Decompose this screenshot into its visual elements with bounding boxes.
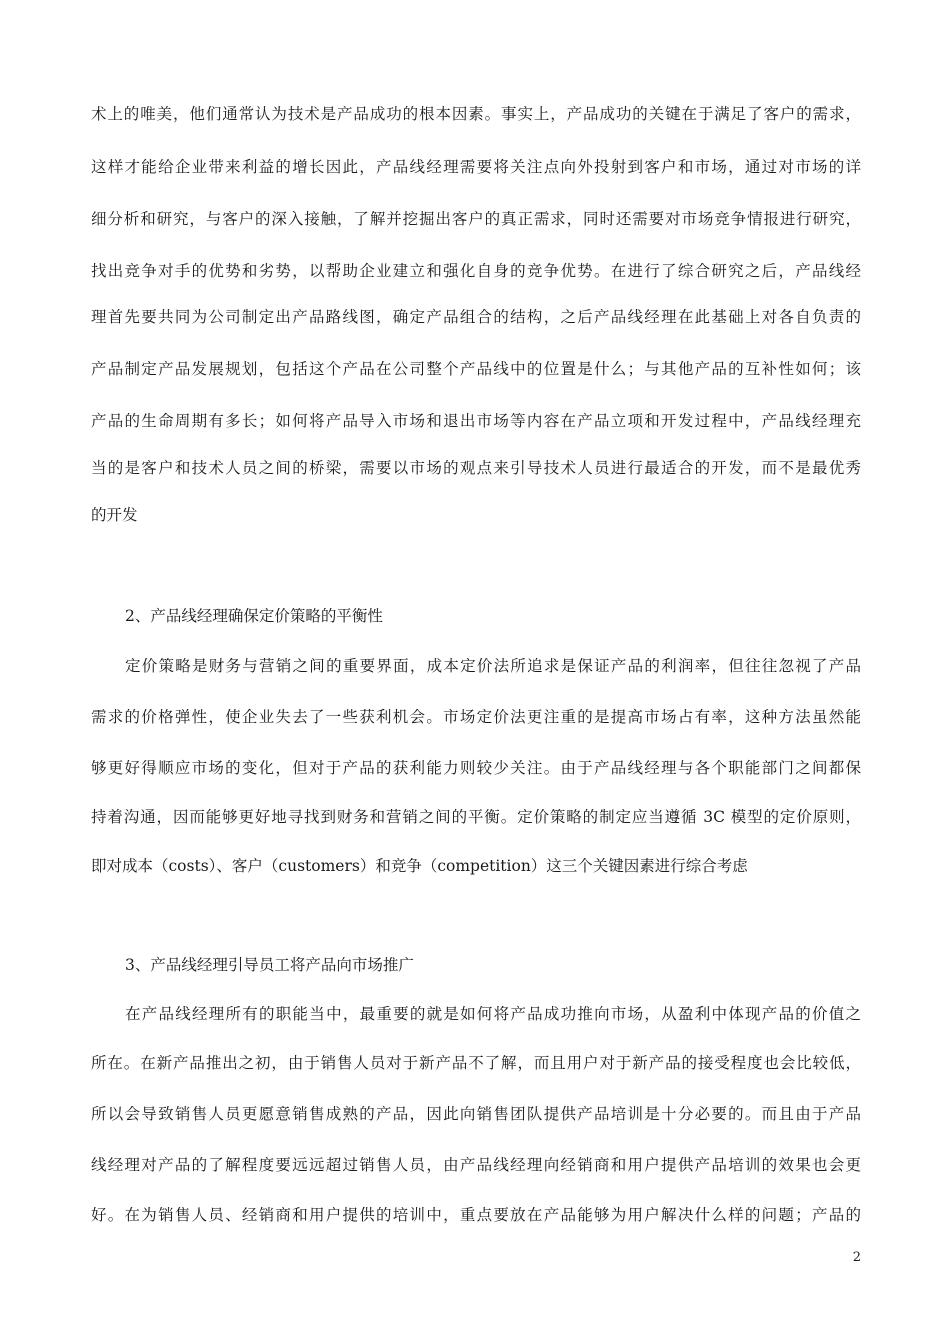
body-text-line: 线经理对产品的了解程度要远远超过销售人员，由产品线经理向经销商和用户提供产品培训的效果也会更 — [91, 1156, 861, 1174]
body-text-line: 持着沟通，因而能够更好地寻找到财务和营销之间的平衡。定价策略的制定应当遵循 3C 模型的定价原则， — [91, 808, 861, 826]
body-text-line: 好。在为销售人员、经销商和用户提供的培训中，重点要放在产品能够为用户解决什么样的问题；产品的 — [91, 1206, 861, 1224]
section-heading: 3、产品线经理引导员工将产品向市场推广 — [125, 956, 414, 974]
body-text-line: 所以会导致销售人员更愿意销售成熟的产品，因此向销售团队提供产品培训是十分必要的。而且由于产品 — [91, 1105, 861, 1123]
body-text-line: 所在。在新产品推出之初，由于销售人员对于新产品不了解，而且用户对于新产品的接受程度也会比较低， — [91, 1054, 861, 1072]
body-text-line: 的开发 — [91, 506, 138, 524]
section-heading: 2、产品线经理确保定价策略的平衡性 — [125, 607, 383, 625]
body-text-line: 需求的价格弹性，使企业失去了一些获利机会。市场定价法更注重的是提高市场占有率，这种方法虽然能 — [91, 708, 861, 726]
page-number: 2 — [852, 1250, 861, 1265]
body-text-line: 术上的唯美，他们通常认为技术是产品成功的根本因素。事实上，产品成功的关键在于满足了客户的需求， — [91, 105, 861, 123]
body-text-line: 够更好得顺应市场的变化，但对于产品的获利能力则较少关注。由于产品线经理与各个职能部门之间都保 — [91, 759, 861, 777]
body-text-line: 即对成本（costs）、客户（customers）和竞争（competition）这三个关键因素进行综合考虑 — [91, 857, 748, 875]
body-text-line: 产品的生命周期有多长；如何将产品导入市场和退出市场等内容在产品立项和开发过程中，产品线经理充 — [91, 412, 861, 430]
body-text-line: 找出竞争对手的优势和劣势，以帮助企业建立和强化自身的竞争优势。在进行了综合研究之后，产品线经 — [91, 262, 861, 280]
body-text-line: 产品制定产品发展规划，包括这个产品在公司整个产品线中的位置是什么；与其他产品的互补性如何；该 — [91, 360, 861, 378]
body-text-line: 理首先要共同为公司制定出产品路线图，确定产品组合的结构，之后产品线经理在此基础上对各自负责的 — [91, 308, 861, 326]
body-text-line: 在产品线经理所有的职能当中，最重要的就是如何将产品成功推向市场，从盈利中体现产品的价值之 — [125, 1005, 861, 1023]
body-text-line: 细分析和研究，与客户的深入接触，了解并挖掘出客户的真正需求，同时还需要对市场竞争情报进行研究， — [91, 210, 861, 228]
body-text-line: 定价策略是财务与营销之间的重要界面，成本定价法所追求是保证产品的利润率，但往往忽视了产品 — [125, 657, 861, 675]
body-text-line: 这样才能给企业带来利益的增长因此，产品线经理需要将关注点向外投射到客户和市场，通过对市场的详 — [91, 158, 861, 176]
body-text-line: 当的是客户和技术人员之间的桥梁，需要以市场的观点来引导技术人员进行最适合的开发，而不是最优秀 — [91, 459, 861, 477]
